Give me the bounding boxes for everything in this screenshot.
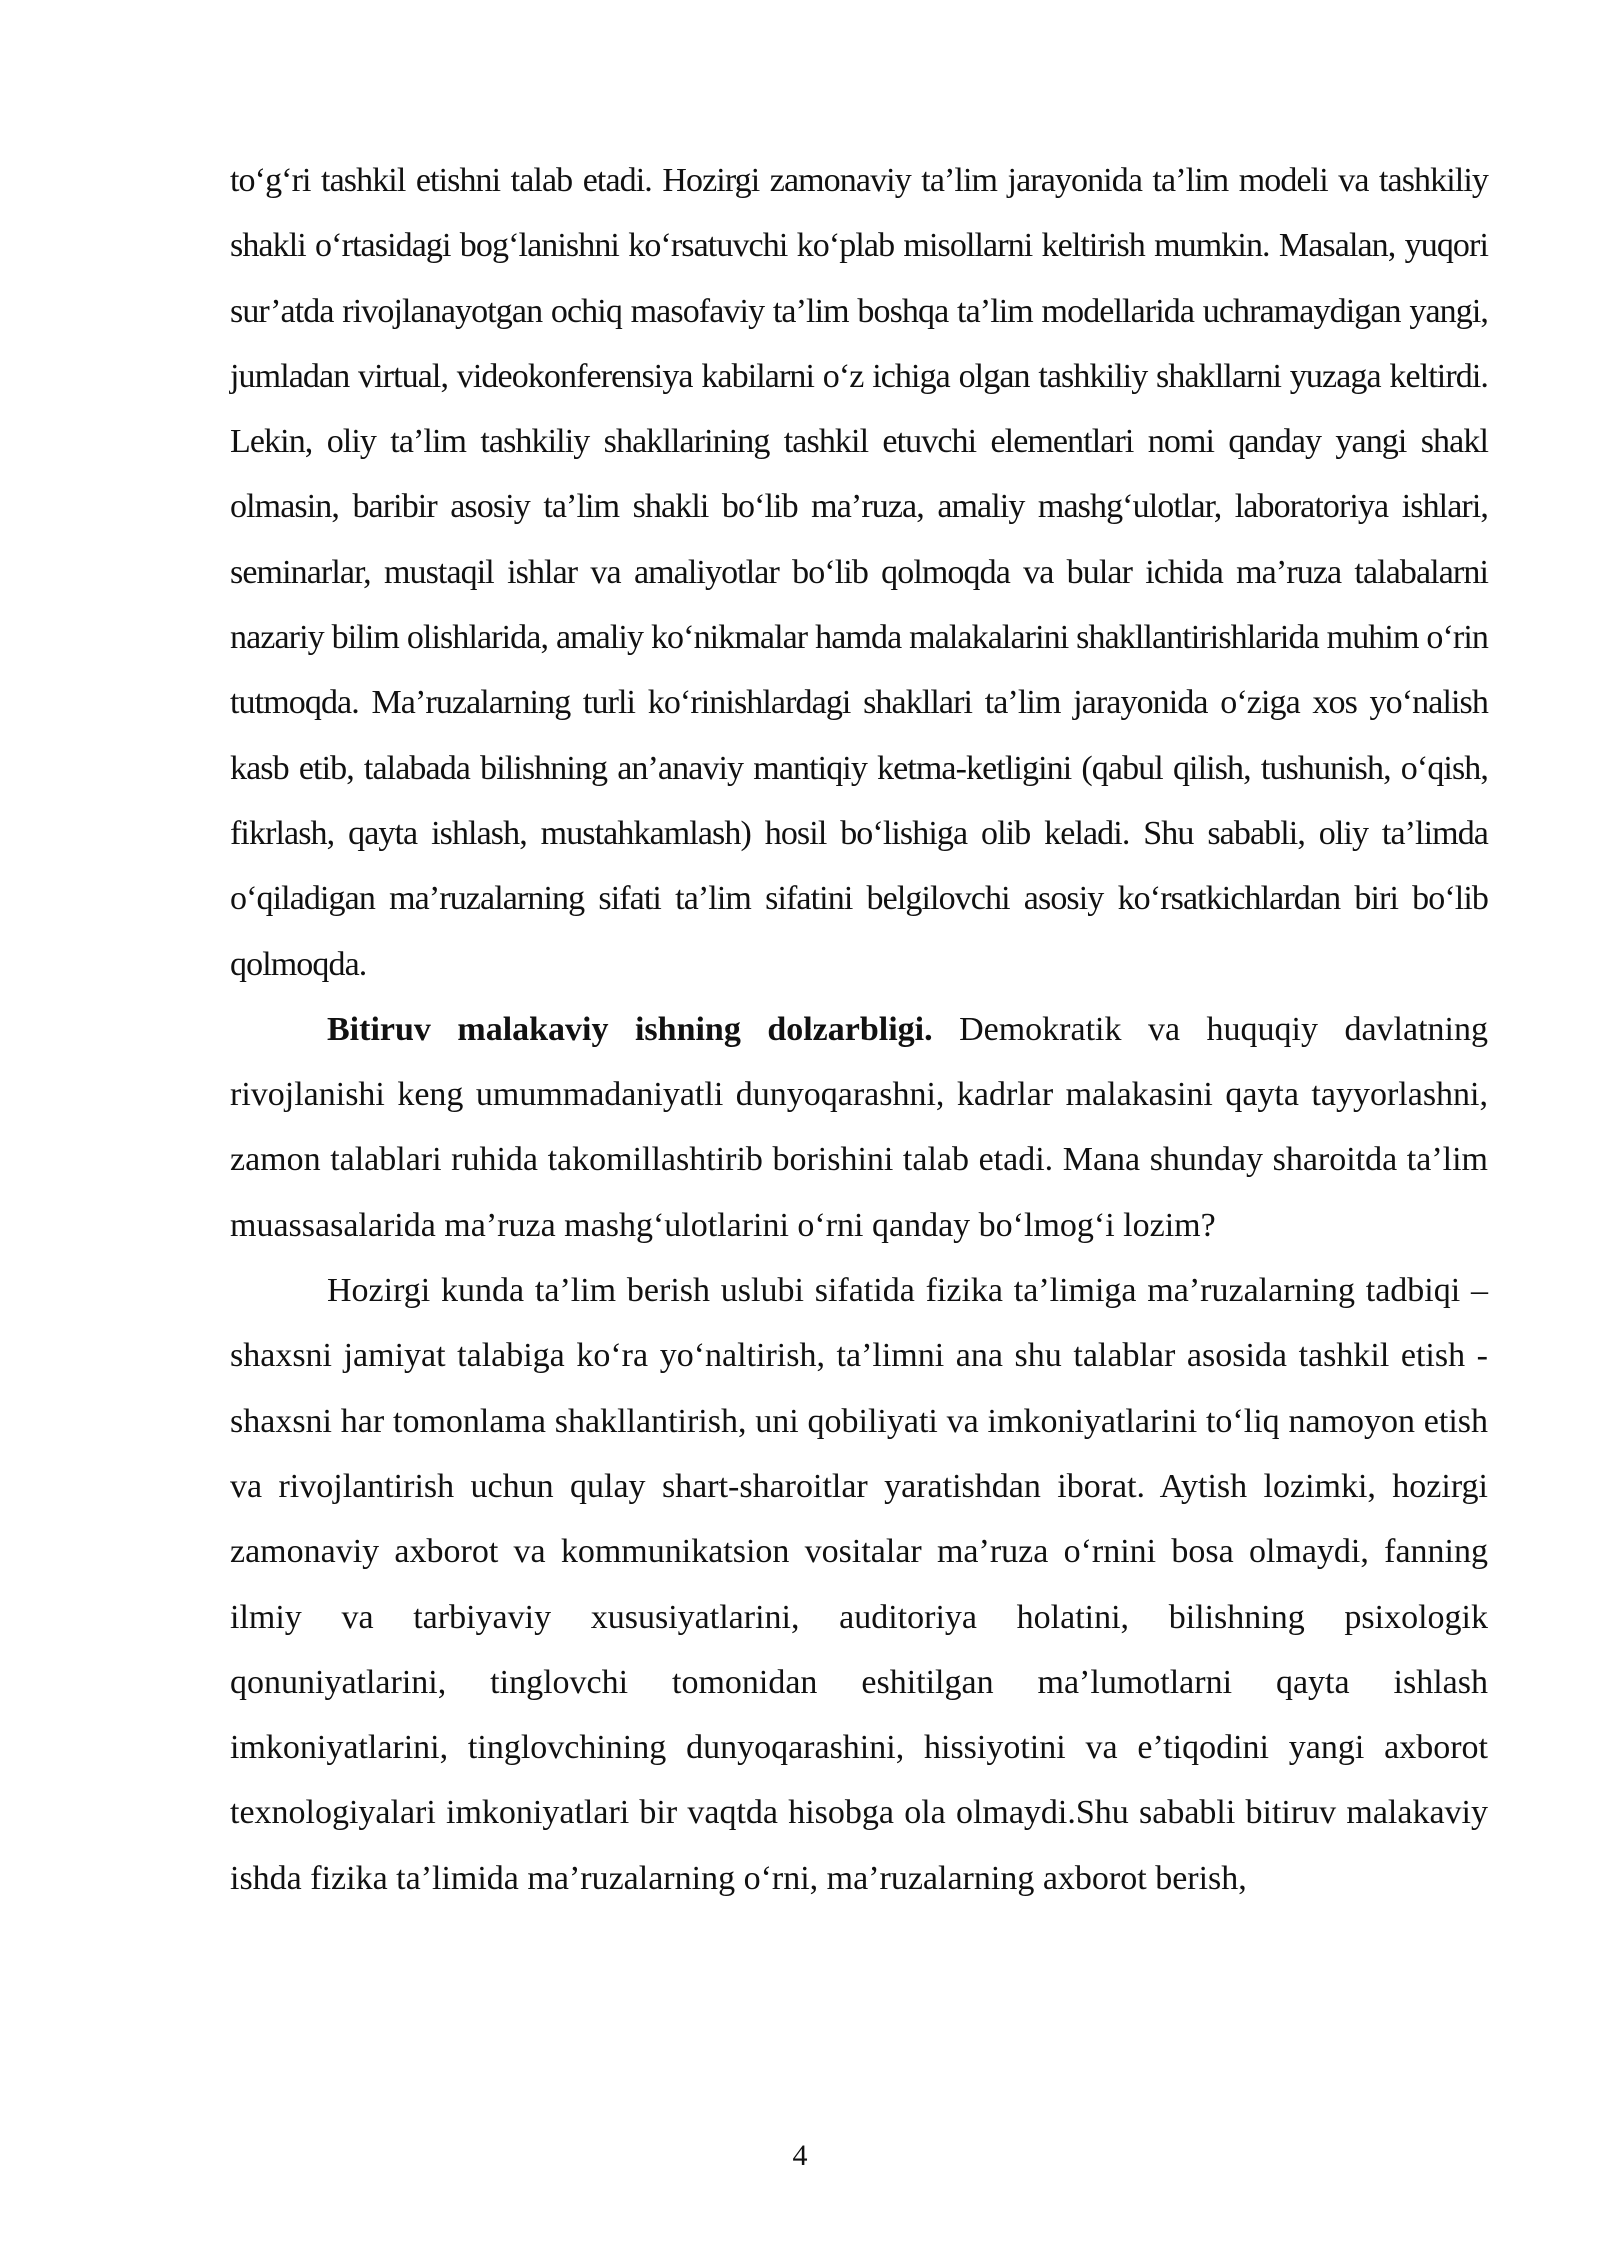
page-number: 4: [792, 2139, 808, 2172]
paragraph-1: to‘g‘ri tashkil etishni talab etadi. Hozirgi zamonaviy ta’lim jarayonida ta’lim modeli va tashkiliy shakli o‘rtasidagi bog‘lanishni ko‘rsatuvchi ko‘plab misollarni keltirish mumkin. Masalan, yuqori sur’atda rivojlanayotgan ochiq masofaviy ta’lim boshqa ta’lim modellarida uchramaydigan yangi, jumladan virtual, videokonferensiya kabilarni o‘z ichiga olgan tashkiliy shakllarni yuzaga keltirdi. Lekin, oliy ta’lim tashkiliy shakllarining tashkil etuvchi elementlari nomi qanday yangi shakl olmasin, baribir asosiy ta’lim shakli bo‘lib ma’ruza, amaliy mashg‘ulotlar, laboratoriya ishlari, seminarlar, mustaqil ishlar va amaliyotlar bo‘lib qolmoqda va bular ichida ma’ruza talabalarni nazariy bilim olishlarida, amaliy ko‘nikmalar hamda malakalarini shakllantirishlarida muhim o‘rin tutmoqda. Ma’ruzalarning turli ko‘rinishlardagi shakllari ta’lim jarayonida o‘ziga xos yo‘nalish kasb etib, talabada bilishning an’anaviy mantiqiy ketma-ketligini (qabul qilish, tushunish, o‘qish, fikrlash, qayta ishlash, mustahkamlash) hosil bo‘lishiga olib keladi. Shu sababli, oliy ta’limda o‘qiladigan ma’ruzalarning sifati ta’lim sifatini belgilovchi asosiy ko‘rsatkichlardan biri bo‘lib qolmoqda.: [230, 162, 1488, 983]
paragraph-3: Hozirgi kunda ta’lim berish uslubi sifatida fizika ta’limiga ma’ruzalarning tadbiqi – shaxsni jamiyat talabiga ko‘ra yo‘naltirish, ta’limni ana shu talablar asosida tashkil etish - shaxsni har tomonlama shakllantirish, uni qobiliyati va imkoniyatlarini to‘liq namoyon etish va rivojlantirish uchun qulay shart-sharoitlar yaratishdan iborat. Aytish lozimki, hozirgi zamonaviy axborot va kommunikatsion vositalar ma’ruza o‘rnini bosa olmaydi, fanning ilmiy va tarbiyaviy xususiyatlarini, auditoriya holatini, bilishning psixologik qonuniyatlarini, tinglovchi tomonidan eshitilgan ma’lumotlarni qayta ishlash imkoniyatlarini, tinglovchining dunyoqarashini, hissiyotini va e’tiqodini yangi axborot texnologiyalari imkoniyatlari bir vaqtda hisobga ola olmaydi.Shu sababli bitiruv malakaviy ishda fizika ta’limida ma’ruzalarning o‘rni, ma’ruzalarning axborot berish,: [230, 1272, 1488, 1897]
section-heading-relevance: Bitiruv malakaviy ishning dolzarbligi.: [327, 1010, 933, 1048]
paragraph-2: [230, 997, 1488, 1258]
paragraph-2-text: Demokratik va huquqiy davlatning rivojlanishi keng umummadaniyatli dunyoqarashni, kadrlar malakasini qayta tayyorlashni, zamon talablari ruhida takomillashtirib borishini talab etadi. Mana shunday sharoitda ta’lim muassasalarida ma’ruza mashg‘ulotlarini o‘rni qanday bo‘lmog‘i lozim?: [230, 1010, 1488, 1244]
document-body: [230, 148, 1488, 1911]
